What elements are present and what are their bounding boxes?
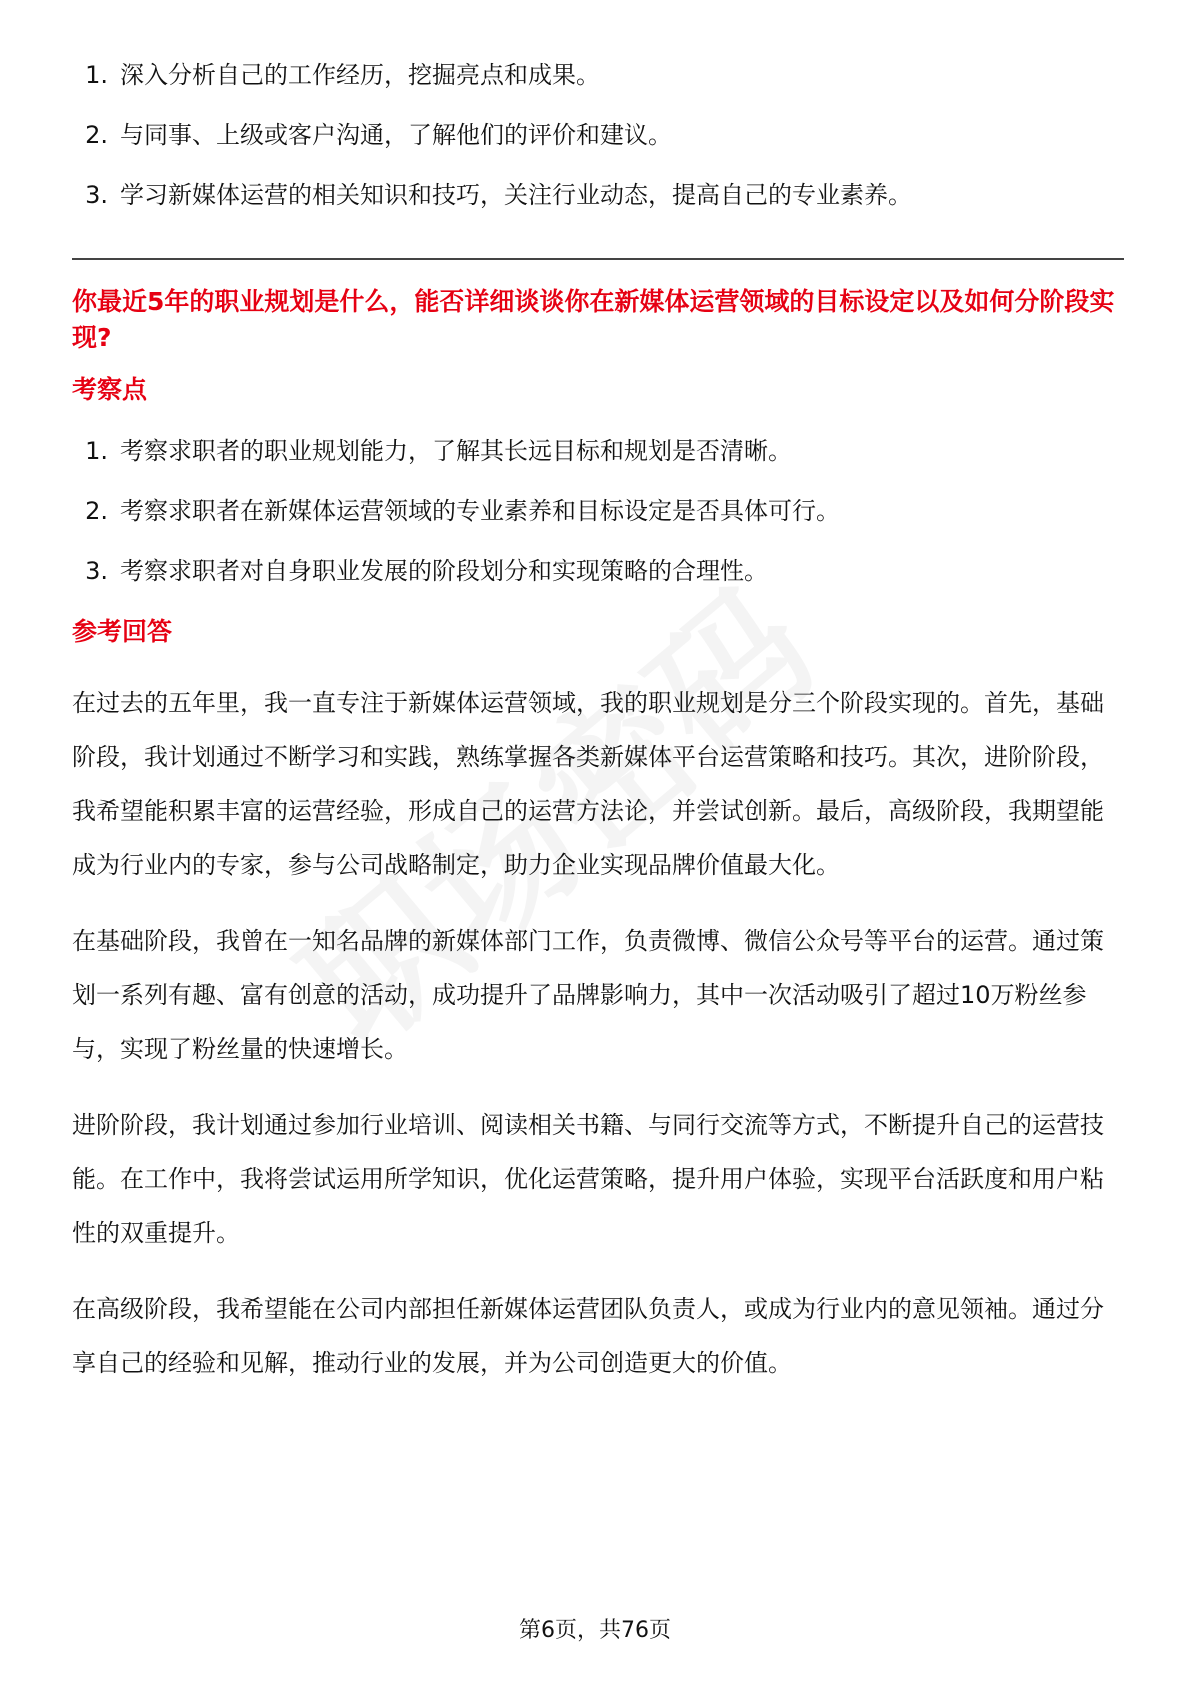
list-item — [72, 178, 1124, 212]
document-page — [72, 58, 1124, 1412]
list-item — [72, 494, 1124, 528]
list-text: 考察求职者对自身职业发展的阶段划分和实现策略的合理性。 — [120, 557, 768, 585]
list-number: 2. — [85, 497, 108, 525]
list-number: 3. — [85, 557, 108, 585]
exam-points-list — [72, 434, 1124, 588]
list-item — [72, 58, 1124, 92]
interview-question: 你最近5年的职业规划是什么，能否详细谈谈你在新媒体运营领域的目标设定以及如何分阶段实现? — [72, 287, 1115, 352]
previous-answer-list — [72, 58, 1124, 212]
answer-paragraph: 在过去的五年里，我一直专注于新媒体运营领域，我的职业规划是分三个阶段实现的。首先，基础阶段，我计划通过不断学习和实践，熟练掌握各类新媒体平台运营策略和技巧。其次，进阶阶段，我希望能积累丰富的运营经验，形成自己的运营方法论，并尝试创新。最后，高级阶段，我期望能成为行业内的专家，参与公司战略制定，助力企业实现品牌价值最大化。 — [72, 689, 1104, 879]
list-text: 深入分析自己的工作经历，挖掘亮点和成果。 — [120, 61, 600, 89]
list-number: 1. — [85, 61, 108, 89]
exam-points-heading: 考察点 — [72, 375, 148, 404]
list-number: 3. — [85, 181, 108, 209]
list-text: 考察求职者的职业规划能力，了解其长远目标和规划是否清晰。 — [120, 437, 792, 465]
list-text: 与同事、上级或客户沟通，了解他们的评价和建议。 — [120, 121, 672, 149]
answer-paragraph: 进阶阶段，我计划通过参加行业培训、阅读相关书籍、与同行交流等方式，不断提升自己的运营技能。在工作中，我将尝试运用所学知识，优化运营策略，提升用户体验，实现平台活跃度和用户粘性的双重提升。 — [72, 1111, 1104, 1247]
list-item — [72, 118, 1124, 152]
section-divider — [72, 258, 1124, 260]
page-footer: 第6页，共76页 — [519, 1618, 671, 1643]
list-number: 2. — [85, 121, 108, 149]
list-text: 考察求职者在新媒体运营领域的专业素养和目标设定是否具体可行。 — [120, 497, 840, 525]
list-item — [72, 434, 1124, 468]
list-text: 学习新媒体运营的相关知识和技巧，关注行业动态，提高自己的专业素养。 — [120, 181, 912, 209]
answer-paragraph: 在基础阶段，我曾在一知名品牌的新媒体部门工作，负责微博、微信公众号等平台的运营。通过策划一系列有趣、富有创意的活动，成功提升了品牌影响力，其中一次活动吸引了超过10万粉丝参与，实现了粉丝量的快速增长。 — [72, 927, 1104, 1063]
list-item — [72, 554, 1124, 588]
reference-answer-heading: 参考回答 — [72, 617, 173, 646]
list-number: 1. — [85, 437, 108, 465]
answer-paragraph: 在高级阶段，我希望能在公司内部担任新媒体运营团队负责人，或成为行业内的意见领袖。通过分享自己的经验和见解，推动行业的发展，并为公司创造更大的价值。 — [72, 1295, 1104, 1377]
